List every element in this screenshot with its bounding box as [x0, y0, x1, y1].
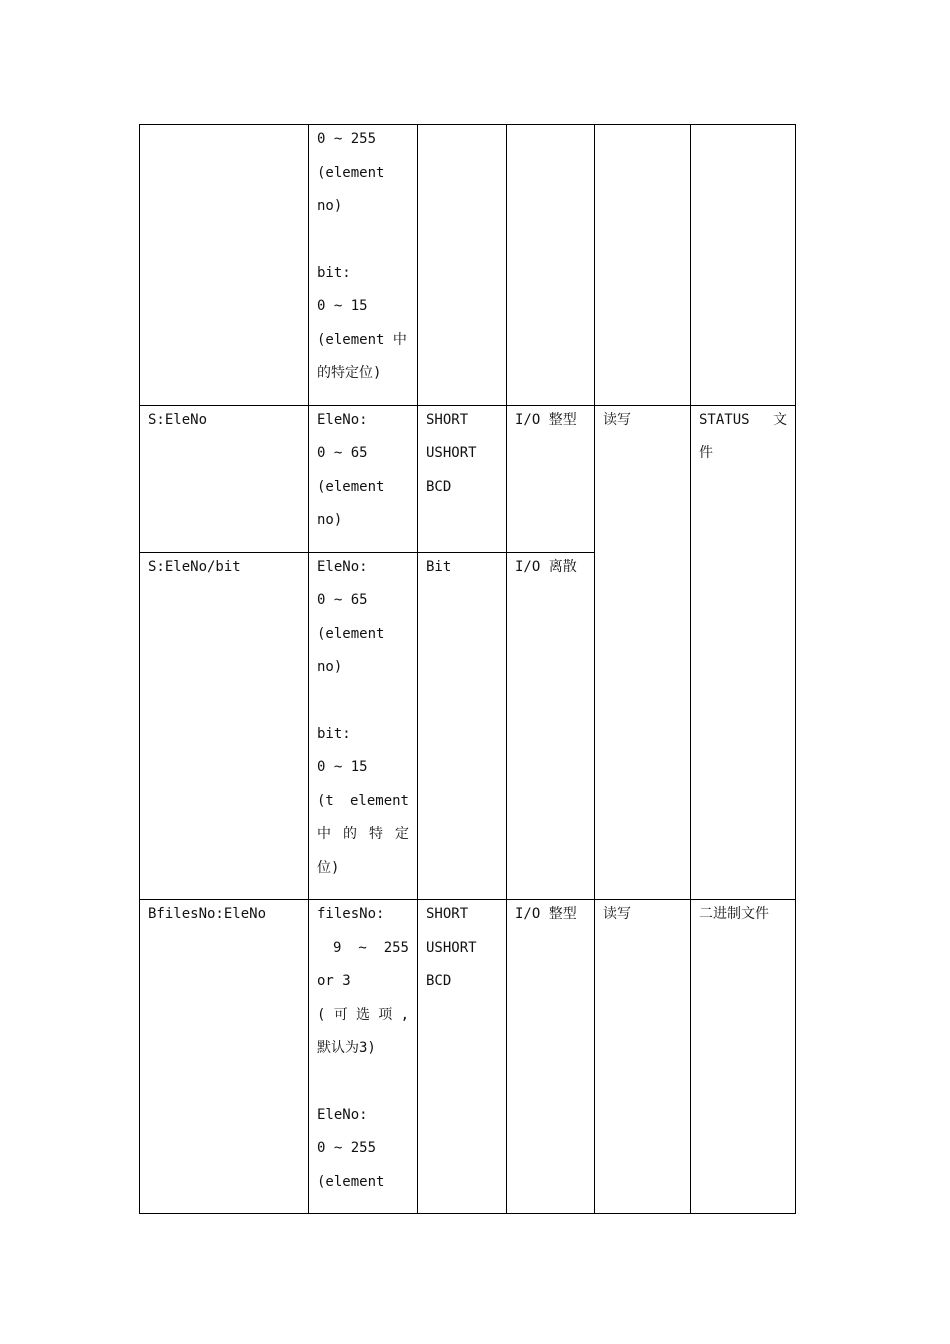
- address-line: (element: [317, 1173, 385, 1190]
- address-line: 0 ~ 255: [317, 131, 377, 147]
- data-type: BCD: [426, 973, 452, 989]
- address-line: 的特定位): [317, 365, 382, 381]
- data-type-cell: [418, 552, 507, 900]
- address-line: (element: [317, 164, 385, 181]
- address-line: 0 ~ 65: [317, 592, 368, 608]
- register-cell: [140, 552, 309, 900]
- access-mode: 读写: [603, 411, 631, 428]
- address-line: (element: [317, 478, 385, 495]
- address-line: no): [317, 659, 343, 675]
- register-type: I/O 整型: [515, 906, 577, 922]
- register-name: S:EleNo/bit: [148, 558, 241, 575]
- table-row: [140, 125, 796, 406]
- address-line: (element 中: [317, 331, 407, 348]
- register-type-cell: [507, 552, 595, 900]
- description-line: STATUS 文: [699, 411, 787, 428]
- address-line: 0 ~ 255: [317, 1140, 377, 1156]
- description-cell: [691, 405, 796, 900]
- address-cell: [309, 405, 418, 552]
- register-type-cell: [507, 405, 595, 552]
- address-line: EleNo:: [317, 411, 368, 428]
- address-line: bit:: [317, 264, 351, 281]
- address-line: 位): [317, 859, 340, 876]
- register-cell: [140, 125, 309, 406]
- register-type: I/O 离散: [515, 558, 577, 575]
- description-line: 件: [699, 445, 713, 461]
- access-cell: [595, 405, 691, 900]
- address-line: no): [317, 512, 343, 528]
- table-row: [140, 900, 796, 1214]
- address-cell: [309, 552, 418, 900]
- address-line: 中 的 特 定: [317, 826, 409, 842]
- address-cell: [309, 900, 418, 1214]
- data-type: Bit: [426, 558, 452, 575]
- address-line: filesNo:: [317, 906, 385, 922]
- register-type: I/O 整型: [515, 411, 577, 428]
- table-row: [140, 405, 796, 552]
- address-line: 0 ~ 15: [317, 759, 368, 775]
- address-line: or 3: [317, 973, 351, 989]
- register-cell: [140, 405, 309, 552]
- address-cell: [309, 125, 418, 406]
- address-line: [317, 1074, 409, 1107]
- data-type: BCD: [426, 478, 452, 495]
- register-name: BfilesNo:EleNo: [148, 906, 267, 922]
- address-line: 0 ~ 65: [317, 445, 368, 461]
- data-type-cell: [418, 125, 507, 406]
- address-line: (可选项,: [317, 1006, 409, 1023]
- address-line: [317, 693, 409, 726]
- address-line: bit:: [317, 725, 351, 742]
- data-type: SHORT: [426, 906, 469, 922]
- register-type-cell: [507, 125, 595, 406]
- description-cell: [691, 125, 796, 406]
- address-line: no): [317, 198, 343, 214]
- register-type-cell: [507, 900, 595, 1214]
- address-line: 0 ~ 15: [317, 298, 368, 314]
- data-type-cell: [418, 405, 507, 552]
- access-mode: 读写: [603, 906, 631, 922]
- register-cell: [140, 900, 309, 1214]
- description-line: 二进制文件: [699, 906, 769, 922]
- register-table: [139, 124, 796, 1214]
- address-line: EleNo:: [317, 1106, 368, 1123]
- access-cell: [595, 125, 691, 406]
- data-type-cell: [418, 900, 507, 1214]
- address-line: 默认为3): [317, 1040, 376, 1056]
- address-line: [317, 232, 409, 265]
- register-name: S:EleNo: [148, 411, 208, 428]
- address-line: EleNo:: [317, 558, 368, 575]
- data-type: USHORT: [426, 939, 477, 956]
- data-type: USHORT: [426, 445, 477, 461]
- data-type: SHORT: [426, 411, 469, 428]
- address-line: (element: [317, 625, 385, 642]
- description-cell: [691, 900, 796, 1214]
- address-line: 9 ~ 255: [333, 939, 409, 956]
- address-line: (t element: [317, 792, 409, 809]
- access-cell: [595, 900, 691, 1214]
